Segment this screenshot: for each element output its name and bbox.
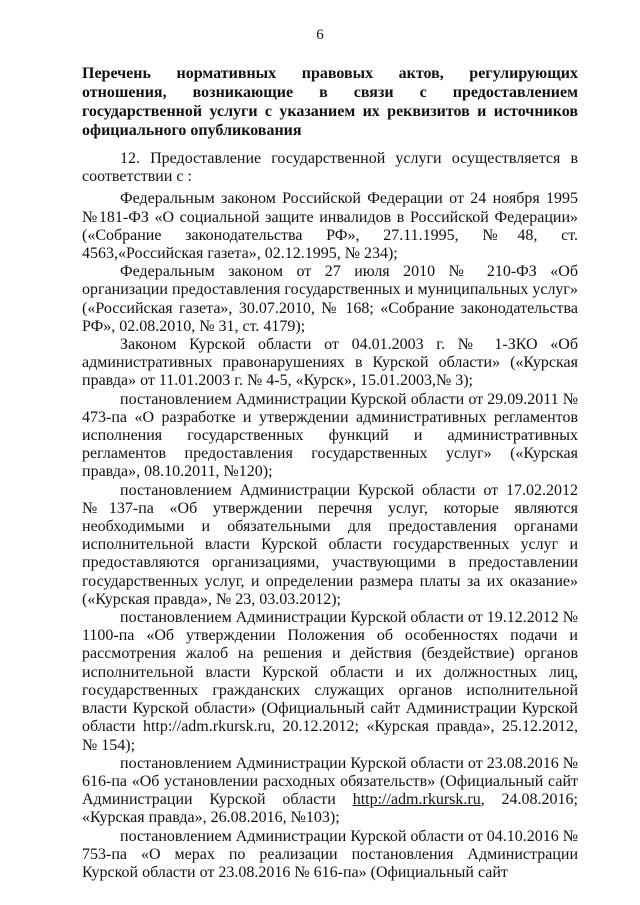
paragraph-resolution-616: [82, 755, 578, 828]
paragraph-616-text-before: постановлением Администрации Курской области от 23.08.2016 № 616-па «Об установлении расходных обязательств» (Официальный сайт Администрации Курской области: [82, 754, 578, 809]
paragraph-resolution-753: постановлением Администрации Курской области от 04.10.2016 № 753-па «О мерах по реализации постановления Администрации Курской области от 23.08.2016 № 616-па» (Официальный сайт: [82, 827, 578, 881]
paragraph-law-210-fz: Федеральным законом от 27 июля 2010 № 210-ФЗ «Об организации предоставления государственных и муниципальных услуг» («Российская газета», 30.07.2010, № 168; «Собрание законодательства РФ», 02.08.2010, № 31, ст. 4179);: [82, 263, 578, 335]
page-number: 6: [316, 27, 324, 43]
paragraph-resolution-137: постановлением Администрации Курской области от 17.02.2012 №137-па «Об утверждении перечня услуг, которые являются необходимыми и обязательными для предоставления органами исполнительной власти Курской области государственных услуг и предоставляются организациями, участвующими в предоставлении государственных услуг, и определении размера платы за их оказание» («Курская правда», № 23, 03.03.2012);: [82, 481, 578, 608]
document-body: [82, 150, 578, 882]
paragraph-law-1-zko: Законом Курской области от 04.01.2003 г. № 1-ЗКО «Об административных правонарушениях в Курской области» («Курская правда» от 11.01.2003 г. № 4-5, «Курск», 15.01.2003,№ 3);: [82, 336, 578, 390]
paragraph-law-181-fz: Федеральным законом Российской Федерации от 24 ноября 1995 №181-ФЗ «О социальной защите инвалидов в Российской Федерации» («Собрание законодательства РФ», 27.11.1995, №48, ст. 4563,«Российская газета», 02.12.1995, № 234);: [82, 190, 578, 263]
paragraph-616-text-after: , 24.08.2016; «Курская правда», 26.08.2016, №103);: [82, 791, 578, 827]
paragraph-resolution-473: постановлением Администрации Курской области от 29.09.2011 № 473-па «О разработке и утверждении административных регламентов исполнения государственных функций и административных регламентов предоставления государственных услуг» («Курская правда», 08.10.2011, №120);: [82, 390, 578, 481]
section-heading: Перечень нормативных правовых актов, регулирующих отношения, возникающие в связи с предоставлением государственной услуги с указанием их реквизитов и источников официального опубликования: [82, 65, 578, 139]
paragraph-resolution-1100: постановлением Администрации Курской области от 19.12.2012 № 1100-па «Об утверждении Положения об особенностях подачи и рассмотрения жалоб на решения и действия (бездействие) органов исполнительной власти Курской области и их должностных лиц, государственных гражданских служащих органов исполнительной власти Курской области» (Официальный сайт Администрации Курской области http://adm.rkursk.ru, 20.12.2012; «Курская правда», 25.12.2012, № 154);: [82, 609, 578, 754]
paragraph-intro: 12. Предоставление государственной услуги осуществляется в соответствии с :: [82, 150, 578, 186]
website-link[interactable]: http://adm.rkursk.ru: [352, 791, 481, 809]
